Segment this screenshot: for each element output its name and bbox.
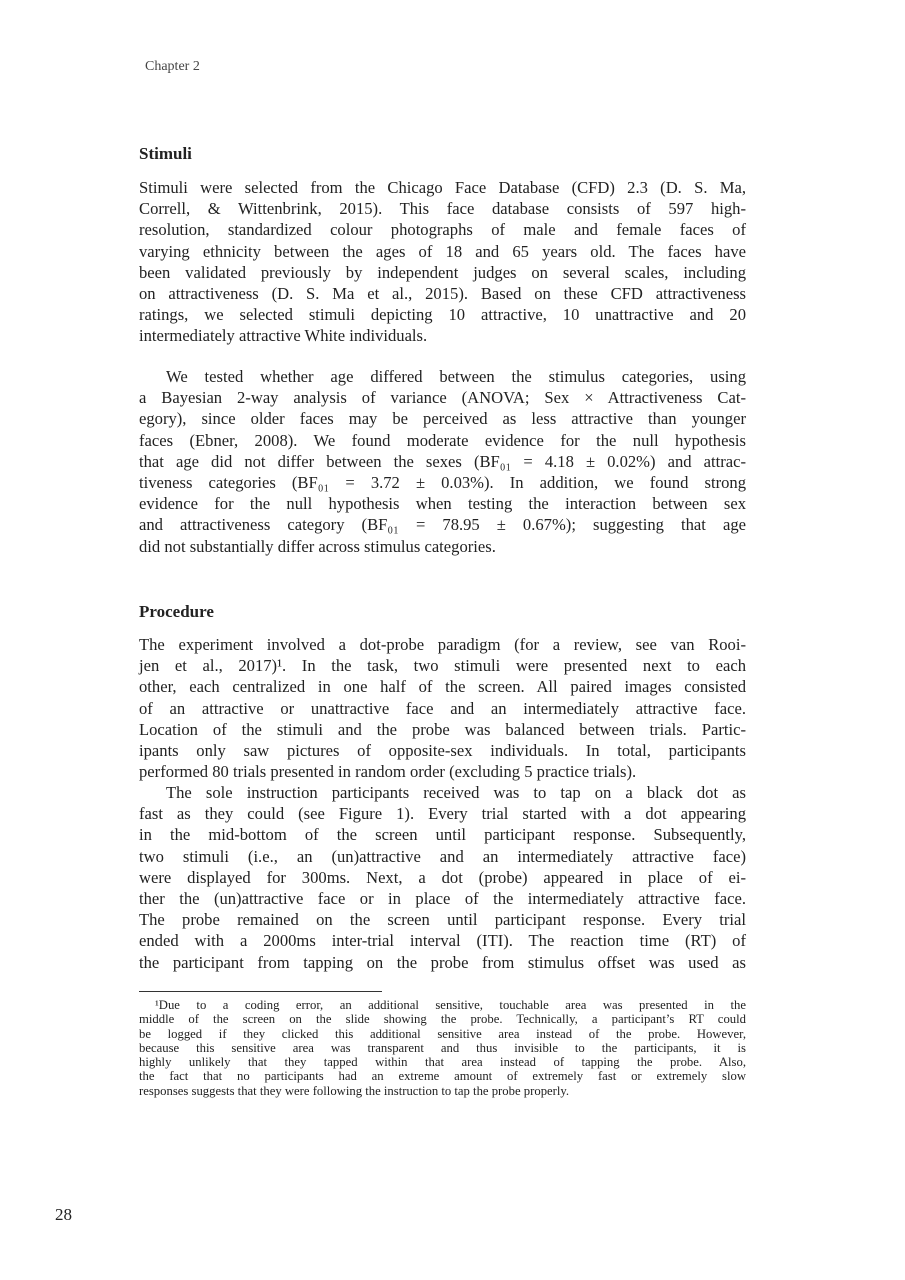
footnote-line: the fact that no participants had an extreme amount of extremely fast or extremely slow — [139, 1069, 746, 1084]
text-line: evidence for the null hypothesis when testing the interaction between sex — [139, 494, 746, 514]
text-line: The experiment involved a dot-probe paradigm (for a review, see van Rooi- — [139, 635, 746, 654]
running-head: Chapter 2 — [145, 59, 200, 74]
procedure-paragraph-1 — [139, 634, 746, 782]
text-line: and attractiveness category (BF₀₁ = 78.95 ± 0.67%); suggesting that age — [139, 515, 746, 535]
text-line: ended with a 2000ms inter-trial interval (ITI). The reaction time (RT) of — [139, 931, 746, 951]
text-line: a Bayesian 2-way analysis of variance (ANOVA; Sex × Attractiveness Cat- — [139, 388, 746, 408]
footnote-line: highly unlikely that they tapped within that area instead of tapping the probe. Also, — [139, 1055, 746, 1070]
text-line: Location of the stimuli and the probe was balanced between trials. Partic- — [139, 719, 746, 739]
text-line: tiveness categories (BF₀₁ = 3.72 ± 0.03%). In addition, we found strong — [139, 472, 746, 492]
text-line: Correll, & Wittenbrink, 2015). This face database consists of 597 high- — [139, 199, 746, 219]
text-line: jen et al., 2017)¹. In the task, two stimuli were presented next to each — [139, 656, 746, 676]
footnote-line: be logged if they clicked this additional sensitive area instead of the probe. However, — [139, 1026, 746, 1041]
footnote-line: ¹Due to a coding error, an additional sensitive, touchable area was presented in the — [155, 998, 746, 1012]
text-line: in the mid-bottom of the screen until participant response. Subsequently, — [139, 825, 746, 845]
text-line: intermediately attractive White individuals. — [139, 326, 428, 346]
footnote-line: responses suggests that they were following the instruction to tap the probe properly. — [139, 1083, 570, 1098]
text-line: We tested whether age differed between the stimulus categories, using — [166, 367, 746, 386]
text-line: faces (Ebner, 2008). We found moderate evidence for the null hypothesis — [139, 430, 746, 450]
procedure-paragraph-2 — [139, 782, 746, 973]
text-line: performed 80 trials presented in random order (excluding 5 practice trials). — [139, 762, 637, 782]
text-line: ther the (un)attractive face or in place of the intermediately attractive face. — [139, 888, 746, 908]
text-line: other, each centralized in one half of the screen. All paired images consisted — [139, 677, 746, 697]
page-number: 28 — [55, 1205, 72, 1224]
text-line: did not substantially differ across stimulus categories. — [139, 536, 496, 556]
text-line: of an attractive or unattractive face and an intermediately attractive face. — [139, 698, 746, 718]
text-line: varying ethnicity between the ages of 18 and 65 years old. The faces have — [139, 241, 746, 261]
footnote — [139, 998, 746, 1098]
text-line: on attractiveness (D. S. Ma et al., 2015). Based on these CFD attractiveness — [139, 283, 746, 303]
text-line: been validated previously by independent judges on several scales, including — [139, 262, 746, 282]
footnote-line: middle of the screen on the slide showing the probe. Technically, a participant’s RT could — [139, 1012, 746, 1027]
footnote-line: because this sensitive area was transparent and thus invisible to the participants, it is — [139, 1040, 746, 1055]
text-line: ratings, we selected stimuli depicting 10 attractive, 10 unattractive and 20 — [139, 305, 746, 325]
section-heading-stimuli: Stimuli — [139, 144, 192, 163]
text-line: were displayed for 300ms. Next, a dot (probe) appeared in place of ei- — [139, 867, 746, 887]
text-line: The probe remained on the screen until participant response. Every trial — [139, 910, 746, 930]
text-line: fast as they could (see Figure 1). Every trial started with a dot appearing — [139, 804, 746, 824]
text-line: The sole instruction participants received was to tap on a black dot as — [166, 783, 746, 802]
text-line: Stimuli were selected from the Chicago Face Database (CFD) 2.3 (D. S. Ma, — [139, 178, 746, 197]
text-line: that age did not differ between the sexes (BF₀₁ = 4.18 ± 0.02%) and attrac- — [139, 451, 746, 471]
text-line: resolution, standardized colour photographs of male and female faces of — [139, 220, 746, 240]
text-line: the participant from tapping on the probe from stimulus offset was used as — [139, 952, 746, 972]
text-line: two stimuli (i.e., an (un)attractive and an intermediately attractive face) — [139, 846, 746, 866]
section-heading-procedure: Procedure — [139, 602, 214, 621]
text-line: egory), since older faces may be perceived as less attractive than younger — [139, 409, 746, 429]
stimuli-paragraph-2 — [139, 366, 746, 557]
text-line: ipants only saw pictures of opposite-sex individuals. In total, participants — [139, 740, 746, 760]
footnote-rule — [139, 991, 382, 992]
stimuli-paragraph-1 — [139, 177, 746, 347]
